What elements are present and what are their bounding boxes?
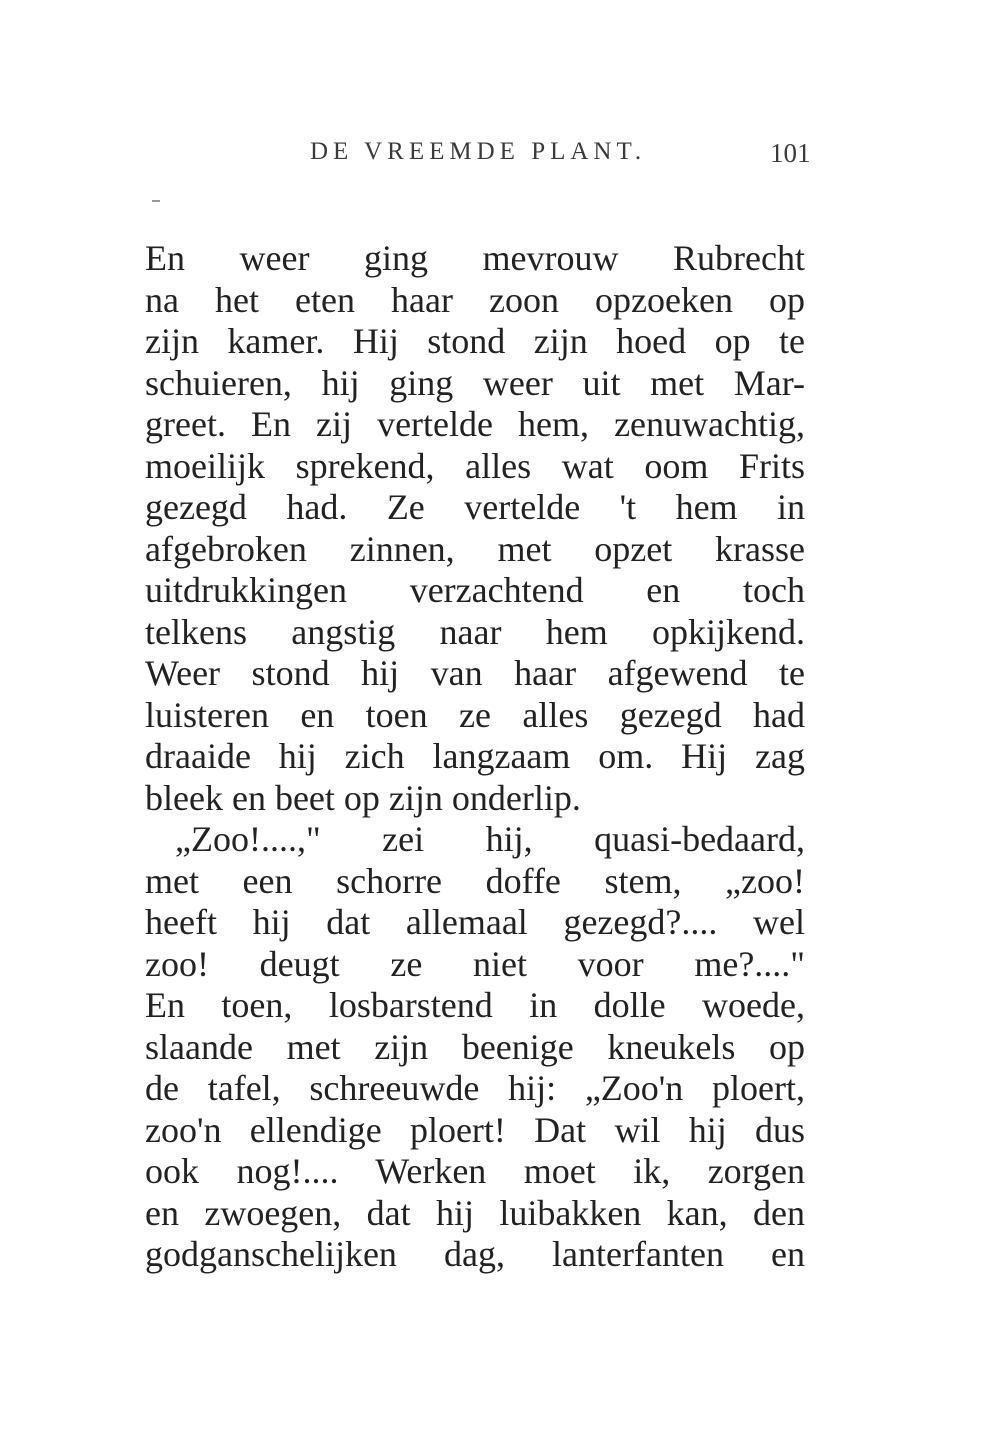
text-line: schuieren, hij ging weer uit met Mar- [145,362,805,403]
text-line: afgebroken zinnen, met opzet krasse [145,528,805,569]
text-line: ook nog!.... Werken moet ik, zorgen [145,1151,805,1191]
text-line: slaande met zijn beenige kneukels op [145,1026,805,1067]
text-line: zoo! deugt ze niet voor me?...." [145,943,805,984]
text-line: de tafel, schreeuwde hij: „Zoo'n ploert, [145,1068,805,1108]
text-line: na het eten haar zoon opzoeken op [145,279,805,320]
text-line: greet. En zij vertelde hem, zenuwachtig, [145,404,805,444]
print-speck [152,200,160,202]
text-line: en zwoegen, dat hij luibakken kan, den [145,1192,805,1233]
page-number: 101 [770,138,811,168]
text-line: zoo'n ellendige ploert! Dat wil hij dus [145,1109,805,1150]
text-line: godganschelijken dag, lanterfanten en [145,1234,805,1274]
text-line: uitdrukkingen verzachtend en toch [145,570,805,610]
body-text [145,238,805,1276]
text-line: Weer stond hij van haar afgewend te [145,653,805,693]
text-line: luisteren en toen ze alles gezegd had [145,694,805,735]
running-title: DE VREEMDE PLANT. [310,138,647,165]
text-line: moeilijk sprekend, alles wat oom Frits [145,445,805,486]
text-line: heeft hij dat allemaal gezegd?.... wel [145,902,805,942]
text-line: En toen, losbarstend in dolle woede, [145,985,805,1025]
text-line: gezegd had. Ze vertelde 't hem in [145,487,805,527]
text-line: „Zoo!....," zei hij, quasi-bedaard, [175,819,805,859]
text-line: zijn kamer. Hij stond zijn hoed op te [145,321,805,361]
text-line: draaide hij zich langzaam om. Hij zag [145,736,805,776]
text-line: En weer ging mevrouw Rubrecht [145,238,805,278]
text-line: telkens angstig naar hem opkijkend. [145,611,805,652]
text-line: met een schorre doffe stem, „zoo! [145,860,805,901]
text-line: bleek en beet op zijn onderlip. [145,777,581,818]
